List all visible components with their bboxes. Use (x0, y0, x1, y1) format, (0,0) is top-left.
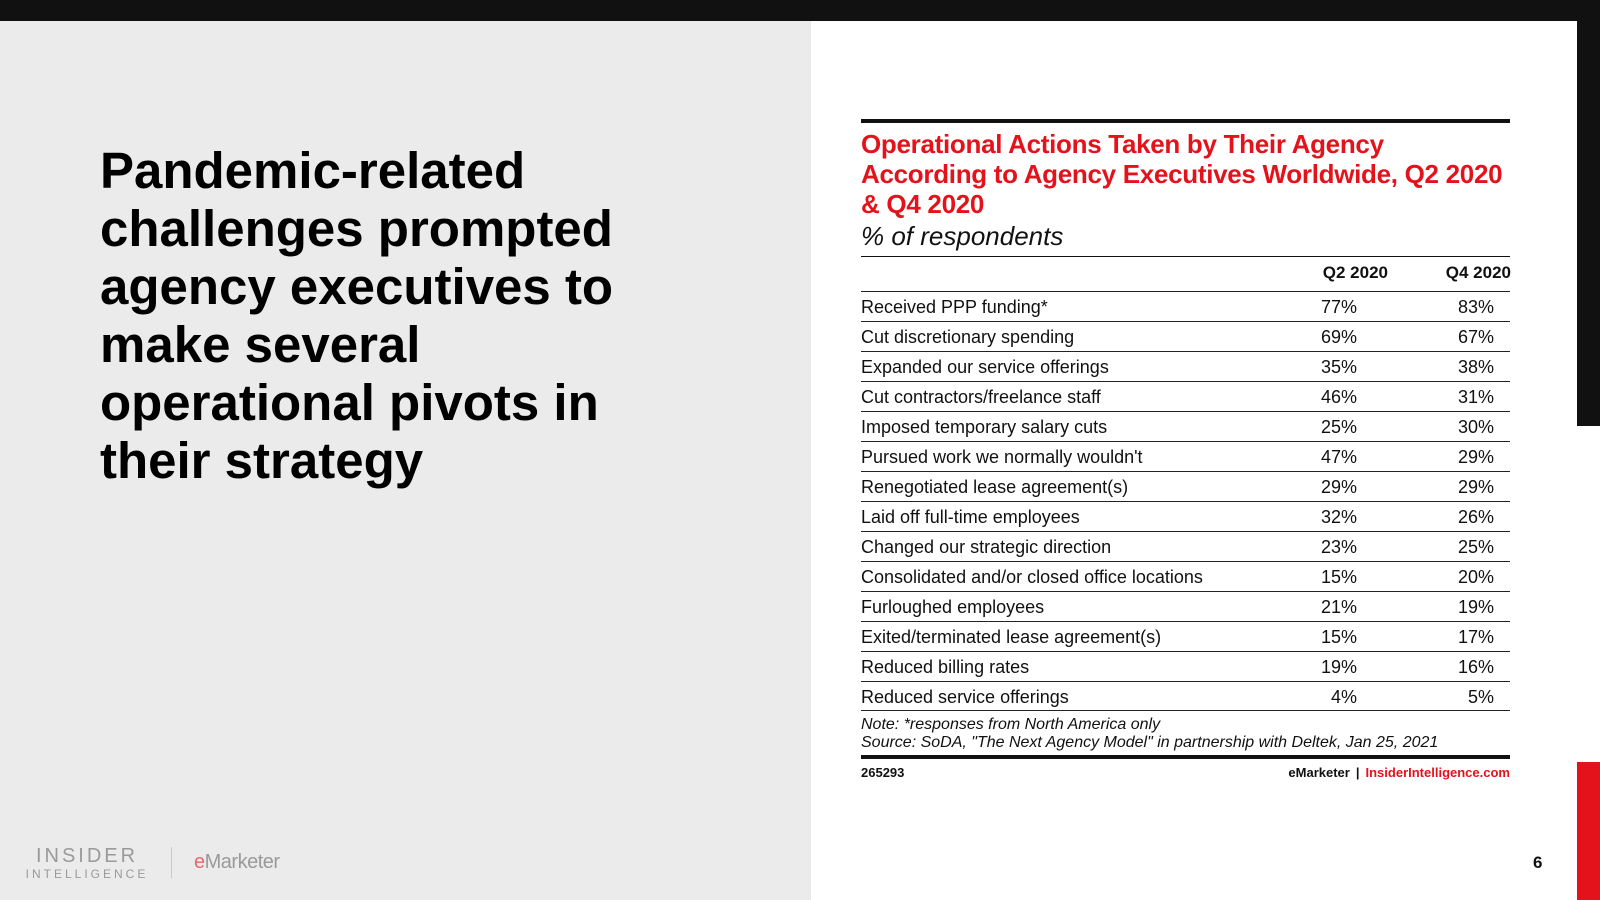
row-value-q2: 47% (1320, 447, 1357, 467)
row-value-q4: 83% (1457, 297, 1494, 317)
row-value-q2: 35% (1320, 357, 1357, 377)
footer-site-link[interactable]: InsiderIntelligence.com (1365, 765, 1510, 780)
chart-footer (861, 759, 1510, 785)
row-label: Reduced billing rates (861, 657, 1030, 677)
row-value-q4: 19% (1457, 597, 1494, 617)
row-value-q4: 17% (1457, 627, 1494, 647)
row-label: Laid off full-time employees (861, 507, 1080, 527)
row-value-q4: 29% (1457, 477, 1494, 497)
footer-emarketer: eMarketer (1288, 765, 1350, 780)
table-row (861, 471, 1510, 501)
row-value-q2: 23% (1320, 537, 1357, 557)
row-value-q2: 69% (1320, 327, 1357, 347)
column-header-q2: Q2 2020 (1322, 263, 1388, 282)
table-row (861, 531, 1510, 561)
row-label: Cut contractors/freelance staff (861, 387, 1101, 407)
row-value-q2: 19% (1320, 657, 1357, 677)
emarketer-logo-text: Marketer (204, 851, 280, 873)
chart-id: 265293 (861, 765, 905, 780)
row-value-q4: 25% (1457, 537, 1494, 557)
table-row (861, 381, 1510, 411)
row-value-q2: 29% (1320, 477, 1357, 497)
row-label: Changed our strategic direction (861, 537, 1112, 557)
row-value-q2: 77% (1320, 297, 1357, 317)
row-value-q2: 25% (1320, 417, 1357, 437)
row-label: Cut discretionary spending (861, 327, 1075, 347)
row-value-q4: 26% (1457, 507, 1494, 527)
table-row (861, 681, 1510, 711)
row-label: Received PPP funding* (861, 297, 1048, 317)
insider-intelligence-logo (22, 845, 152, 881)
edge-accent-red (1577, 762, 1600, 900)
table-row (861, 321, 1510, 351)
edge-accent-dark (1577, 21, 1600, 426)
logo-divider (171, 847, 172, 878)
table-row (861, 291, 1510, 321)
column-headers (861, 257, 1510, 291)
table-row (861, 621, 1510, 651)
chart-title: Operational Actions Taken by Their Agency According to Agency Executives Worldwide, Q2 2020 & Q4 2020 (861, 129, 1503, 219)
row-label: Pursued work we normally wouldn't (861, 447, 1143, 467)
row-value-q4: 20% (1457, 567, 1494, 587)
row-label: Reduced service offerings (861, 687, 1069, 707)
row-label: Exited/terminated lease agreement(s) (861, 627, 1162, 647)
chart-top-rule (861, 119, 1510, 123)
row-value-q2: 46% (1320, 387, 1357, 407)
row-value-q4: 16% (1457, 657, 1494, 677)
top-bar (0, 0, 1600, 21)
table-row (861, 411, 1510, 441)
row-label: Consolidated and/or closed office locations (861, 567, 1203, 587)
row-value-q4: 30% (1457, 417, 1494, 437)
row-value-q2: 4% (1330, 687, 1357, 707)
table-body (861, 291, 1510, 711)
row-value-q4: 67% (1457, 327, 1494, 347)
chart-table (861, 119, 1510, 785)
emarketer-logo-e: e (194, 851, 205, 873)
row-label: Expanded our service offerings (861, 357, 1109, 377)
row-label: Renegotiated lease agreement(s) (861, 477, 1129, 497)
row-value-q2: 21% (1320, 597, 1357, 617)
chart-notes (861, 716, 1510, 752)
page-number: 6 (1533, 853, 1543, 872)
chart-subtitle: % of respondents (861, 221, 1064, 251)
chart-source: Source: SoDA, "The Next Agency Model" in partnership with Deltek, Jan 25, 2021 (861, 734, 1439, 751)
table-row (861, 441, 1510, 471)
table-row (861, 351, 1510, 381)
slide-headline: Pandemic-related challenges prompted agency executives to make several operational pivots in their strategy (100, 142, 614, 489)
table-row (861, 561, 1510, 591)
row-value-q2: 15% (1320, 627, 1357, 647)
table-row (861, 651, 1510, 681)
row-value-q2: 32% (1320, 507, 1357, 527)
table-row (861, 591, 1510, 621)
chart-note: Note: *responses from North America only (861, 716, 1161, 733)
row-value-q4: 29% (1457, 447, 1494, 467)
row-value-q4: 38% (1457, 357, 1494, 377)
row-value-q2: 15% (1320, 567, 1357, 587)
logo-line-2: INTELLIGENCE (25, 867, 149, 881)
row-label: Furloughed employees (861, 597, 1045, 617)
table-row (861, 501, 1510, 531)
emarketer-logo (194, 851, 280, 874)
logo-line-1: INSIDER (35, 845, 139, 867)
row-value-q4: 31% (1457, 387, 1494, 407)
column-header-q4: Q4 2020 (1445, 263, 1511, 282)
row-value-q4: 5% (1467, 687, 1494, 707)
edge-accent-white (1577, 426, 1600, 762)
row-label: Imposed temporary salary cuts (861, 417, 1108, 437)
footer-brand (1288, 765, 1510, 780)
footer-separator: | (1355, 765, 1360, 780)
